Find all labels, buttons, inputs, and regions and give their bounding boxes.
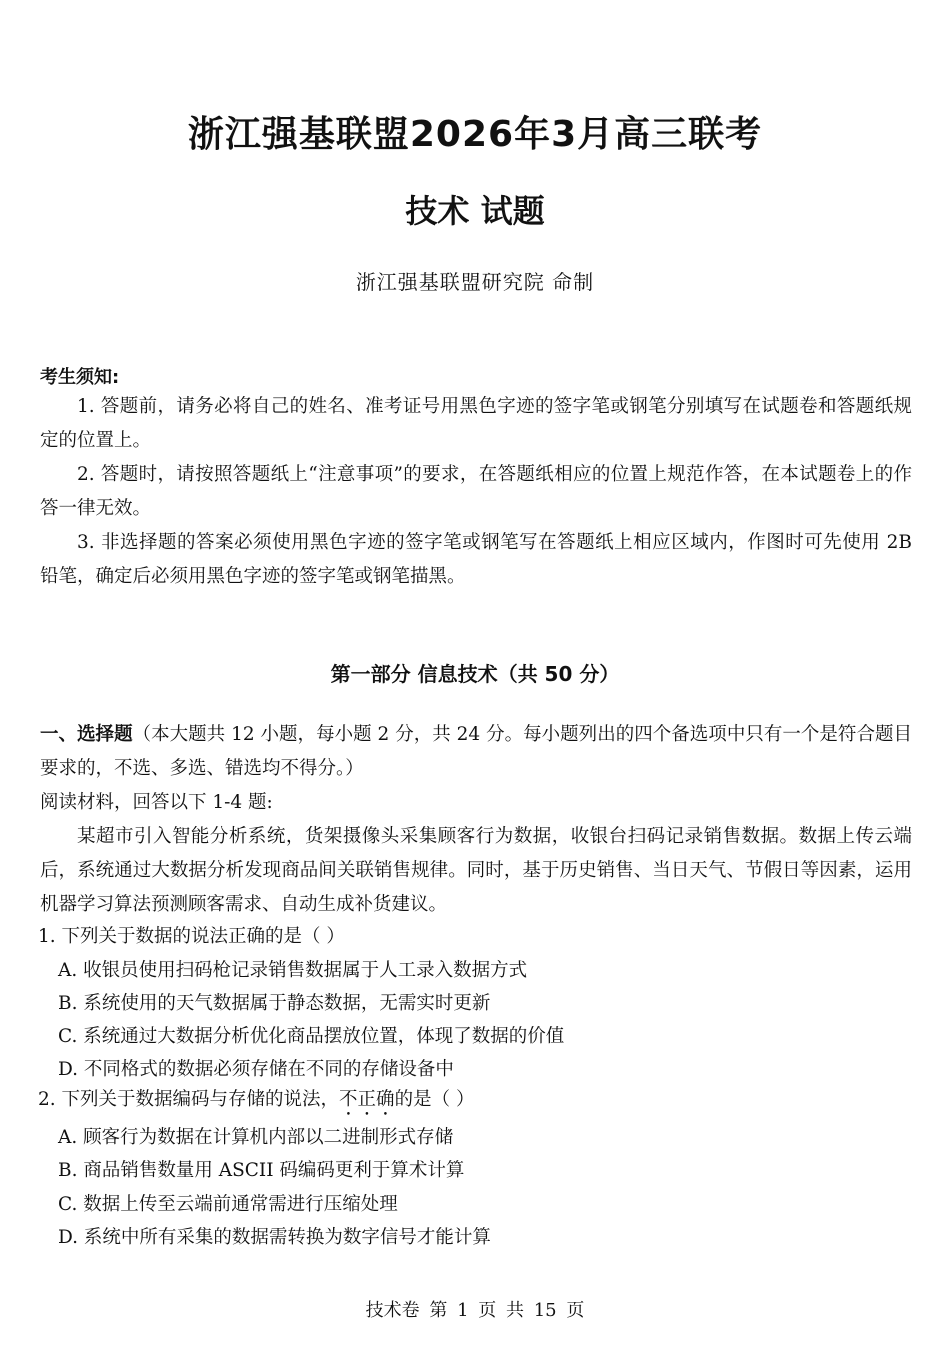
question-2-option-d: D. 系统中所有采集的数据需转换为数字信号才能计算 <box>58 1227 491 1248</box>
exam-subtitle: 技术 试题 <box>405 192 545 230</box>
part-one-heading: 第一部分 信息技术（共 50 分） <box>330 662 620 686</box>
read-prompt: 阅读材料，回答以下 1-4 题: <box>40 792 273 813</box>
page-footer: 技术卷 第 1 页 共 15 页 <box>365 1300 585 1321</box>
reading-material: 某超市引入智能分析系统，货架摄像头采集顾客行为数据，收银台扫码记录销售数据。数据上传云端后，系统通过大数据分析发现商品间关联销售规律。同时，基于历史销售、当日天气、节假日等因素，运用机器学习算法预测顾客需求、自动生成补货建议。 <box>40 826 912 915</box>
question-2-option-c: C. 数据上传至云端前通常需进行压缩处理 <box>58 1194 398 1215</box>
question-2-emphasis: 不正确 <box>339 1089 395 1110</box>
notice-item-3: 3. 非选择题的答案必须使用黑色字迹的签字笔或钢笔写在答题纸上相应区域内，作图时可先使用 2B 铅笔，确定后必须用黑色字迹的签字笔或钢笔描黑。 <box>40 532 912 587</box>
question-1-option-a: A. 收银员使用扫码枪记录销售数据属于人工录入数据方式 <box>58 960 528 981</box>
question-2-stem-end: 的是（ ） <box>394 1089 475 1110</box>
notice-item-2: 2. 答题时，请按照答题纸上“注意事项”的要求，在答题纸相应的位置上规范作答，在本试题卷上的作答一律无效。 <box>40 464 912 519</box>
exam-title: 浙江强基联盟2026年3月高三联考 <box>187 114 763 155</box>
notice-item-1: 1. 答题前，请务必将自己的姓名、准考证号用黑色字迹的签字笔或钢笔分别填写在试题卷和答题纸规定的位置上。 <box>40 396 912 451</box>
question-1-stem: 1. 下列关于数据的说法正确的是（ ） <box>38 926 345 947</box>
question-1-option-d: D. 不同格式的数据必须存储在不同的存储设备中 <box>58 1059 454 1080</box>
question-2-option-a: A. 顾客行为数据在计算机内部以二进制形式存储 <box>58 1127 454 1148</box>
notice-heading: 考生须知: <box>40 367 120 388</box>
question-1-option-c: C. 系统通过大数据分析优化商品摆放位置，体现了数据的价值 <box>58 1026 565 1047</box>
section-title: 一、选择题 <box>40 724 133 745</box>
exam-author: 浙江强基联盟研究院 命制 <box>355 270 595 294</box>
question-1-option-b: B. 系统使用的天气数据属于静态数据，无需实时更新 <box>58 993 491 1014</box>
question-2-stem <box>38 1083 474 1120</box>
question-2-stem-start: 2. 下列关于数据编码与存储的说法， <box>38 1089 340 1110</box>
question-2-option-b: B. 商品销售数量用 ASCII 码编码更利于算术计算 <box>58 1160 465 1181</box>
question-type-heading <box>40 718 912 786</box>
section-description: （本大题共 12 小题，每小题 2 分，共 24 分。每小题列出的四个备选项中只有一个是符合题目要求的，不选、多选、错选均不得分。） <box>40 724 912 779</box>
